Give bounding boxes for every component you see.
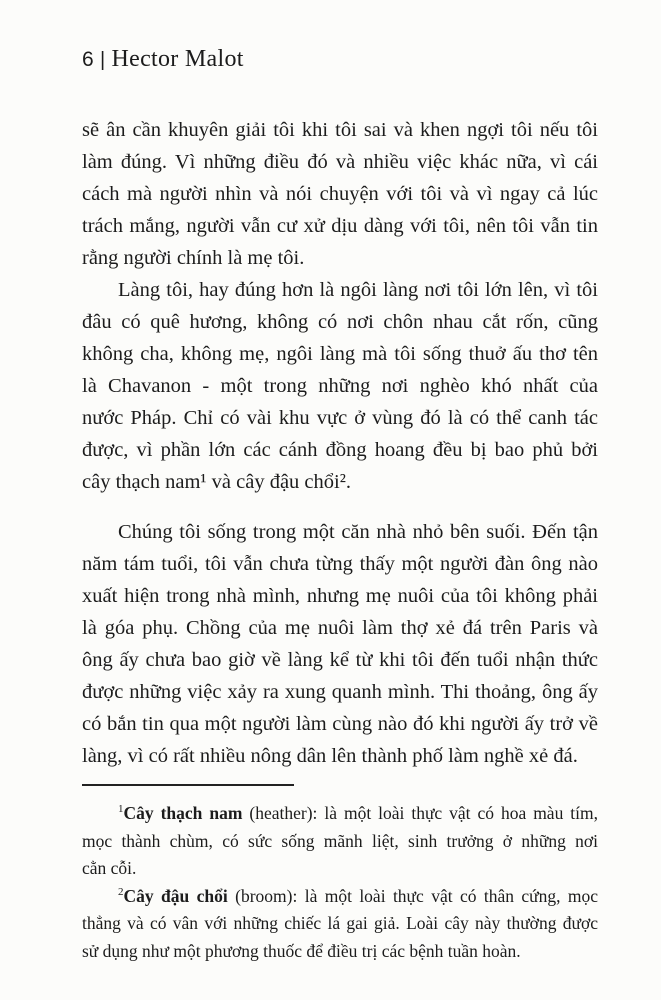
text-line: rằng người chính là mẹ tôi. xyxy=(82,247,305,269)
footnote-term: Cây thạch nam xyxy=(123,803,243,823)
paragraph-3 xyxy=(82,516,598,772)
footnote-1 xyxy=(82,800,598,883)
footnote-line xyxy=(82,800,598,828)
footnote-line: cằn cỗi. xyxy=(82,858,137,878)
text-line: là Chavanon - một trong những nơi nghèo khó nhất của xyxy=(82,375,598,397)
text-line: đâu có quê hương, không có nơi chôn nhau cắt rốn, cũng xyxy=(82,311,598,333)
author-name: Hector Malot xyxy=(111,46,244,72)
text-line: có bắn tin qua một người làm cùng nào đó khi người ấy trở về xyxy=(82,713,598,735)
footnote-line: thẳng và có vân với những chiếc lá gai giả. Loài cây này thường được xyxy=(82,913,598,933)
footnote-divider xyxy=(82,784,294,786)
page-number: 6 xyxy=(82,48,94,71)
text-line: làng, vì có rất nhiều nông dân lên thành phố làm nghề xẻ đá. xyxy=(82,745,578,767)
paragraph-1 xyxy=(82,114,598,274)
footnote-text: (heather): là một loài thực vật có hoa màu tím, xyxy=(242,803,598,823)
footnote-line xyxy=(82,883,598,911)
text-line: không cha, không mẹ, ngôi làng mà tôi sống thuở ấu thơ tên xyxy=(82,343,598,365)
header-separator: | xyxy=(99,49,106,71)
text-line: làm đúng. Vì những điều đó và nhiều việc khác nữa, vì cái xyxy=(82,151,598,173)
text-line: ông ấy chưa bao giờ về làng kể từ khi tôi đến tuổi nhận thức xyxy=(82,649,598,671)
text-line: nước Pháp. Chỉ có vài khu vực ở vùng đó là có thể canh tác xyxy=(82,407,598,429)
text-line: cách mà người nhìn và nói chuyện với tôi và vì ngay cả lúc xyxy=(82,183,598,205)
text-line: Chúng tôi sống trong một căn nhà nhỏ bên suối. Đến tận xyxy=(118,521,598,543)
footnote-number: 2 xyxy=(118,885,124,898)
text-line: sẽ ân cần khuyên giải tôi khi tôi sai và khen ngợi tôi nếu tôi xyxy=(82,119,598,141)
footnote-2 xyxy=(82,883,598,966)
text-line: là góa phụ. Chồng của mẹ nuôi làm thợ xẻ đá trên Paris và xyxy=(82,617,598,639)
text-line: được những việc xảy ra xung quanh mình. Thi thoảng, ông ấy xyxy=(82,681,598,703)
footnote-term: Cây đậu chổi xyxy=(123,885,228,906)
text-line: cây thạch nam¹ và cây đậu chổi². xyxy=(82,471,351,493)
footnote-line: sử dụng như một phương thuốc để điều trị các bệnh tuần hoàn. xyxy=(82,940,521,961)
text-line: trách mắng, người vẫn cư xử dịu dàng với tôi, nên tôi vẫn tin xyxy=(82,215,598,237)
text-line: xuất hiện trong nhà mình, nhưng mẹ nuôi của tôi không phải xyxy=(82,585,598,607)
footnote-text: (broom): là một loài thực vật có thân cứng, mọc xyxy=(227,885,598,906)
text-line: năm tám tuổi, tôi vẫn chưa từng thấy một người đàn ông nào xyxy=(82,553,598,575)
footnotes xyxy=(82,800,598,965)
footnote-number: 1 xyxy=(118,803,124,816)
text-line: được, vì phần lớn các cánh đồng hoang đều bị bao phủ bởi xyxy=(82,439,598,461)
body-text xyxy=(82,114,598,772)
text-line: Làng tôi, hay đúng hơn là ngôi làng nơi tôi lớn lên, vì tôi xyxy=(118,279,598,301)
running-header xyxy=(82,46,244,73)
paragraph-2 xyxy=(82,274,598,498)
footnote-line: mọc thành chùm, có sức sống mãnh liệt, sinh trưởng ở những nơi xyxy=(82,830,598,851)
